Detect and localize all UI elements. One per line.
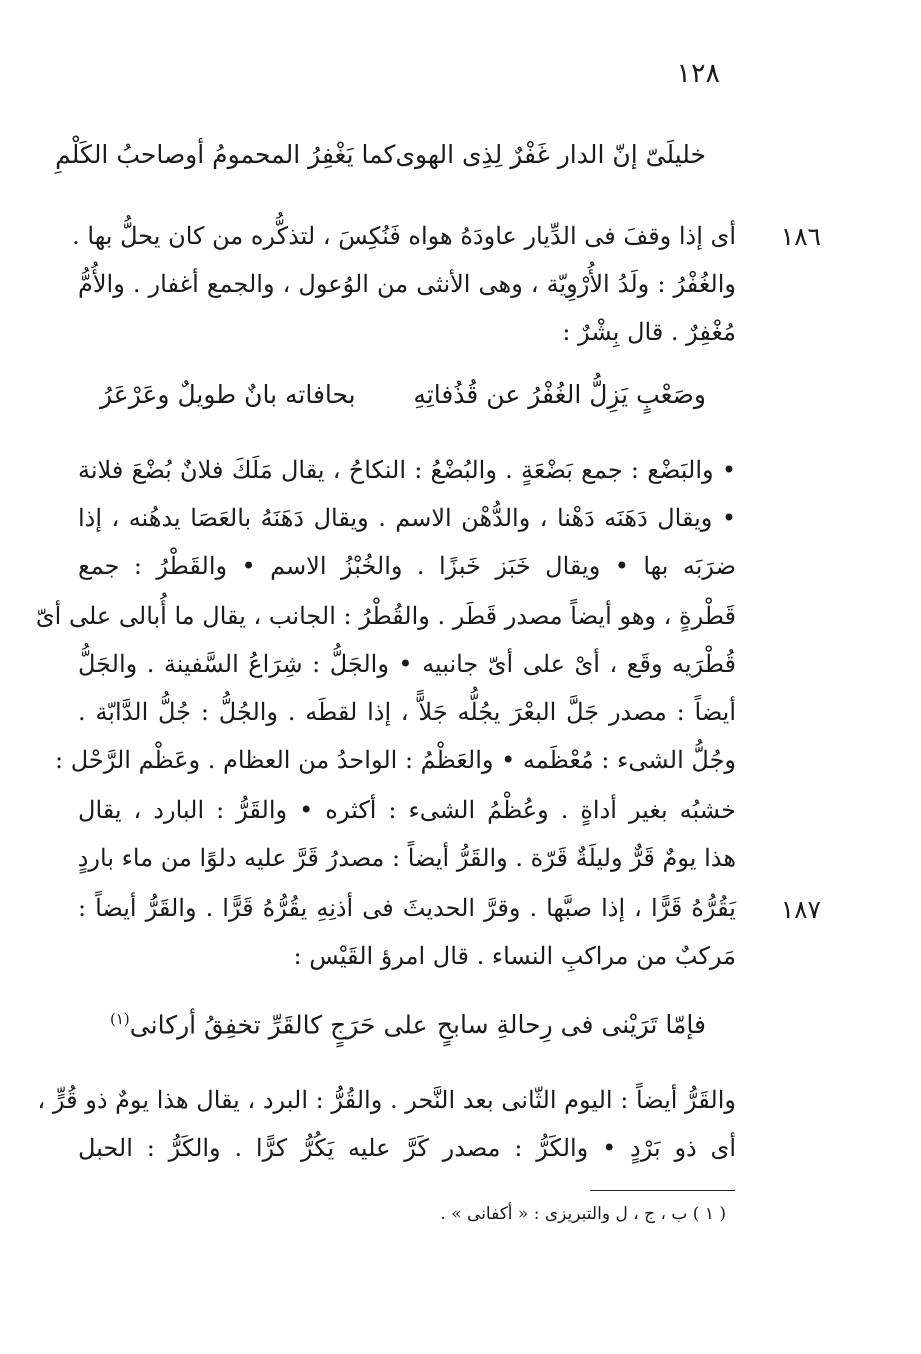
verse-second-hemistich bbox=[110, 1010, 428, 1039]
verse-line bbox=[55, 140, 706, 169]
verse-first-hemistich: خليلَىّ إنّ الدار غَفْرٌ لِذِى الهوى bbox=[395, 140, 706, 169]
page-number: ١٢٨ bbox=[676, 58, 720, 89]
verse-first-hemistich: فإمّا تَرَيْنى فى رِحالةِ سابحٍ bbox=[436, 1010, 706, 1040]
text-line: خشبُه بغير أداةٍ . وعُظْمُ الشىء : أكثره • والقَرُّ : البارد ، يقال bbox=[78, 796, 736, 824]
text-line: مُغْفِرٌ . قال بِشْرٌ : bbox=[562, 318, 736, 346]
text-line: ضرَبَه بها • ويقال خَبَز خَبزًا . والخُبْزُ الاسم • والقَطْرُ : جمع bbox=[78, 552, 736, 580]
text-line: قُطْرَيه وقَع ، أىْ على أىّ جانبيه • والجَلُّ : شِرَاعُ السَّفينة . والجَلُّ bbox=[78, 650, 736, 678]
verse-second-hemistich: كما يَغْفِرُ المحمومُ أوصاحبُ الكَلْمِ bbox=[55, 140, 396, 169]
text-line: • والبَضْع : جمع بَضْعَةٍ . والبُضْعُ : النكاحُ ، يقال مَلَكَ فلانٌ بُضْعَ فلانة bbox=[78, 456, 736, 484]
text-line: • ويقال دَهَنَه دَهْنا ، والدُّهْن الاسم . ويقال دَهَنَهُ بالعَصَا يدهُنه ، إذا bbox=[78, 504, 736, 532]
text-line: هذا يومٌ قَرٌّ وليلَةٌ قَرّة . والقَرُّ أيضاً : مصدرُ قَرَّ عليه دلوًا من ماء باردٍ bbox=[77, 844, 736, 872]
footnote-divider bbox=[590, 1190, 735, 1191]
text-line: والقَرُّ أيضاً : اليوم الثّانى بعد النَّحر . والقُرُّ : البرد ، يقال هذا يومٌ ذو قُرٍّ ، bbox=[37, 1086, 736, 1114]
text-line: والغُفْرُ : ولَدُ الأُرْوِيّة ، وهى الأنثى من الوُعول ، والجمع أغفار . والأُمُّ bbox=[78, 270, 736, 298]
entry-number: ١٨٦ bbox=[780, 222, 821, 251]
text-line: قَطْرةٍ ، وهو أيضاً مصدر قَطَر . والقُطْرُ : الجانب ، يقال ما أُبالى على أىّ bbox=[35, 602, 736, 630]
verse-line bbox=[100, 380, 706, 409]
verse-second-hemistich: بحافاته بانٌ طويلٌ وعَرْعَرُ bbox=[100, 380, 356, 409]
verse-second-text: على حَرَجٍ كالقَرِّ تخفِقُ أركانى bbox=[129, 1010, 428, 1040]
text-line: أيضاً : مصدر جَلَّ البعْرَ يجُلُّه جَلاًّ ، إذا لقطَه . والجُلُّ : جُلُّ الدَّابّة . bbox=[78, 698, 736, 726]
entry-number: ١٨٧ bbox=[780, 895, 821, 924]
text-line: يَقُرُّهُ قَرًّا ، إذا صبَّها . وقرَّ الحديثَ فى أذنِهِ يقُرُّهُ قَرًّا . والقَرُّ أيضاً : bbox=[78, 894, 736, 922]
text-line: مَركبٌ من مراكبِ النساء . قال امرؤ القَيْس : bbox=[293, 942, 736, 970]
verse-line bbox=[110, 1010, 706, 1039]
text-line: وجُلُّ الشىء : مُعْظَمه • والعَظْمُ : الواحدُ من العظام . وعَظْم الرَّحْل : bbox=[55, 746, 736, 774]
footnote-marker: (١) bbox=[110, 1010, 130, 1028]
text-line: أى ذو بَرْدٍ • والكَرُّ : مصدر كَرَّ عليه يَكُرُّ كرًّا . والكَرُّ : الحبل bbox=[78, 1134, 736, 1162]
text-line: أى إذا وقفَ فى الدِّيار عاودَهُ هواه فَنُكِسَ ، لتذكُّره من كان يحلُّ بها . bbox=[72, 222, 736, 250]
footnote: ( ١ ) ب ، ج ، ل والتبريزى : « أكفانى » . bbox=[440, 1204, 726, 1224]
verse-first-hemistich: وصَعْبٍ يَزِلُّ الغُفْرُ عن قُذُفاتِهِ bbox=[413, 380, 706, 409]
